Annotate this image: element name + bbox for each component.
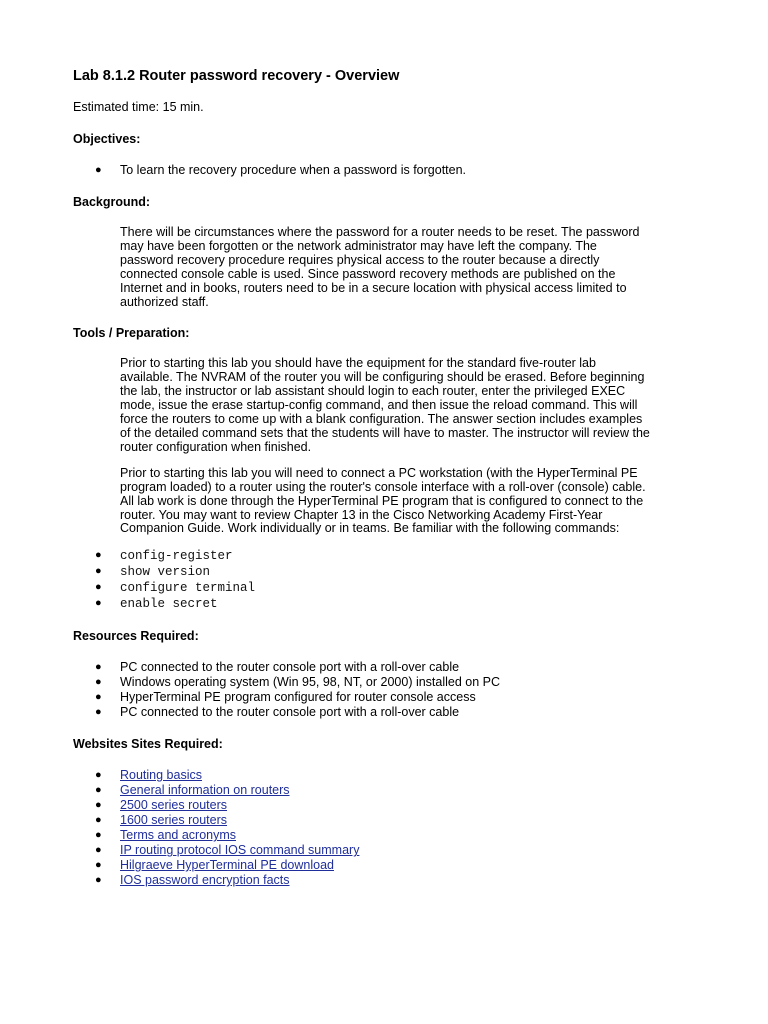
- list-item: ● show version: [95, 565, 211, 580]
- bullet-icon: ●: [95, 829, 102, 842]
- bullet-icon: ●: [95, 164, 102, 176]
- link-password-encryption[interactable]: IOS password encryption facts: [120, 873, 290, 888]
- websites-heading: Websites Sites Required:: [73, 737, 223, 752]
- commands-list: [73, 548, 653, 612]
- bullet-icon: ●: [95, 597, 102, 610]
- bullet-icon: ●: [95, 799, 102, 812]
- link-hyperterminal-download[interactable]: Hilgraeve HyperTerminal PE download: [120, 858, 334, 873]
- list-item: [73, 813, 653, 828]
- document-page: [73, 66, 653, 888]
- background-heading: Background:: [73, 195, 151, 209]
- tools-heading: Tools / Preparation:: [73, 326, 190, 341]
- objectives-heading: Objectives:: [73, 132, 141, 146]
- list-item: [73, 828, 653, 843]
- bullet-icon: ●: [95, 565, 102, 578]
- list-item: [73, 843, 653, 858]
- list-item: ● PC connected to the router console port with a roll-over cable: [95, 660, 460, 675]
- list-item: ● configure terminal: [95, 581, 256, 596]
- link-general-information[interactable]: General information on routers: [120, 783, 290, 798]
- bullet-icon: ●: [95, 706, 102, 719]
- bullet-icon: ●: [95, 874, 102, 887]
- link-terms-acronyms[interactable]: Terms and acronyms: [120, 828, 237, 843]
- list-item: [73, 768, 653, 783]
- resources-list: [73, 660, 653, 720]
- objectives-list: [73, 163, 653, 178]
- bullet-icon: ●: [95, 676, 102, 689]
- link-ios-command-summary[interactable]: IP routing protocol IOS command summary: [120, 843, 360, 858]
- bullet-icon: ●: [95, 661, 102, 674]
- bullet-icon: ●: [95, 769, 102, 782]
- bullet-icon: ●: [95, 859, 102, 872]
- link-routing-basics[interactable]: Routing basics: [120, 768, 202, 783]
- resources-heading: Resources Required:: [73, 629, 199, 644]
- list-item: [73, 858, 653, 873]
- tools-paragraph-2: Prior to starting this lab you will need to connect a PC workstation (with the HyperTerminal PE program loaded) to a router using the router's console interface with a roll-over (console) cable. All lab work is done through the HyperTerminal PE program that is configured to connect to the router. You may want to review Chapter 13 in the Cisco Networking Academy First-Year Companion Guide. Work individually or in teams. Be familiar with the following commands:: [120, 465, 646, 536]
- list-item: ● enable secret: [95, 597, 218, 612]
- list-item: ● HyperTerminal PE program configured for router console access: [95, 690, 476, 705]
- bullet-icon: ●: [95, 814, 102, 827]
- list-item: ● Windows operating system (Win 95, 98, NT, or 2000) installed on PC: [95, 675, 501, 690]
- list-item: [73, 873, 653, 888]
- list-item: [73, 783, 653, 798]
- websites-list: [73, 768, 653, 888]
- bullet-icon: ●: [95, 784, 102, 797]
- bullet-icon: ●: [95, 581, 102, 594]
- estimated-time: Estimated time: 15 min.: [73, 100, 204, 114]
- link-2500-series[interactable]: 2500 series routers: [120, 798, 228, 813]
- list-item: ● To learn the recovery procedure when a password is forgotten.: [95, 163, 467, 177]
- bullet-icon: ●: [95, 691, 102, 704]
- list-item: ● config-register: [95, 549, 233, 564]
- list-item: ● PC connected to the router console port with a roll-over cable: [95, 705, 460, 720]
- link-1600-series[interactable]: 1600 series routers: [120, 813, 228, 828]
- bullet-icon: ●: [95, 549, 102, 562]
- bullet-icon: ●: [95, 844, 102, 857]
- list-item: [73, 798, 653, 813]
- page-title: Lab 8.1.2 Router password recovery - Overview: [73, 68, 400, 84]
- tools-paragraph-1: Prior to starting this lab you should have the equipment for the standard five-router lab available. The NVRAM of the router you will be configuring should be erased. Before beginning the lab, the instructor or lab assistant should login to each router, enter the privileged EXEC mode, issue the erase startup-config command, and then issue the reload command. This will force the routers to come up with a blank configuration. The answer section includes examples of the detailed command sets that the students will have to master. The instructor will review the router configuration when finished.: [120, 356, 650, 454]
- background-text: There will be circumstances where the password for a router needs to be reset. The password may have been forgotten or the network administrator may have left the company. The password recovery procedure requires physical access to the router because a directly connected console cable is used. Since password recovery methods are published on the Internet and in books, routers need to be in a secure location with physical access limited to authorized staff.: [120, 225, 640, 309]
